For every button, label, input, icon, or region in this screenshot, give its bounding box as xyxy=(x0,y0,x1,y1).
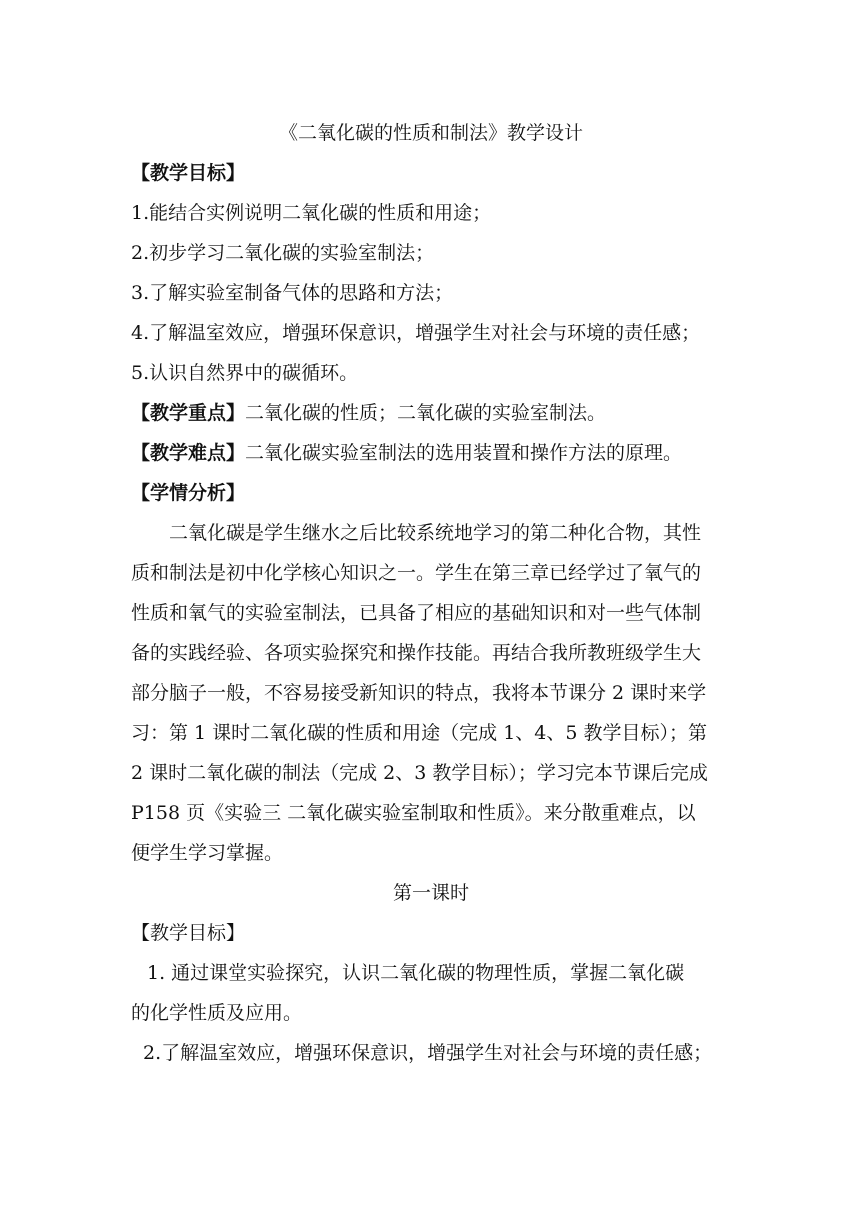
difficulties-label: 【教学难点】 xyxy=(131,442,246,464)
goals-heading: 【教学目标】 xyxy=(131,162,246,184)
analysis-line-8: P158 页《实验三 二氧化碳实验室制取和性质》。来分散重难点，以 xyxy=(131,802,696,824)
key-points-label: 【教学重点】 xyxy=(131,402,246,424)
goal-item-5: 5.认识自然界中的碳循环。 xyxy=(131,362,359,384)
document-title: 《二氧化碳的性质和制法》教学设计 xyxy=(278,122,583,144)
analysis-heading: 【学情分析】 xyxy=(131,482,246,504)
analysis-line-2: 质和制法是初中化学核心知识之一。学生在第三章已经学过了氧气的 xyxy=(131,562,702,584)
lesson1-goal-1-line-2: 的化学性质及应用。 xyxy=(131,1002,303,1024)
analysis-line-5: 部分脑子一般，不容易接受新知识的特点，我将本节课分 2 课时来学 xyxy=(131,682,707,704)
document-content xyxy=(131,113,731,1073)
lesson1-goals-heading: 【教学目标】 xyxy=(131,922,246,944)
difficulties xyxy=(131,433,731,473)
goal-item-4: 4.了解温室效应，增强环保意识，增强学生对社会与环境的责任感； xyxy=(131,322,701,344)
goal-item-1: 1.能结合实例说明二氧化碳的性质和用途； xyxy=(131,202,492,224)
analysis-line-3: 性质和氧气的实验室制法，已具备了相应的基础知识和对一些气体制 xyxy=(131,602,702,624)
analysis-line-9: 便学生学习掌握。 xyxy=(131,842,284,864)
key-points-text: 二氧化碳的性质；二氧化碳的实验室制法。 xyxy=(245,402,607,424)
key-points xyxy=(131,393,731,433)
lesson1-heading: 第一课时 xyxy=(392,882,469,904)
analysis-line-1: 二氧化碳是学生继水之后比较系统地学习的第二种化合物，其性 xyxy=(169,522,702,544)
difficulties-text: 二氧化碳实验室制法的选用装置和操作方法的原理。 xyxy=(245,442,683,464)
goal-item-2: 2.初步学习二氧化碳的实验室制法； xyxy=(131,242,435,264)
analysis-line-6: 习：第 1 课时二氧化碳的性质和用途（完成 1、4、5 教学目标）；第 xyxy=(131,722,708,744)
goal-item-3: 3.了解实验室制备气体的思路和方法； xyxy=(131,282,454,304)
lesson1-goal-2: 2.了解温室效应，增强环保意识，增强学生对社会与环境的责任感； xyxy=(143,1042,713,1064)
analysis-line-4: 备的实践经验、各项实验探究和操作技能。再结合我所教班级学生大 xyxy=(131,642,702,664)
lesson1-goal-1-line-1: 1. 通过课堂实验探究，认识二氧化碳的物理性质，掌握二氧化碳 xyxy=(147,962,685,984)
analysis-line-7: 2 课时二氧化碳的制法（完成 2、3 教学目标）；学习完本节课后完成 xyxy=(131,762,708,784)
